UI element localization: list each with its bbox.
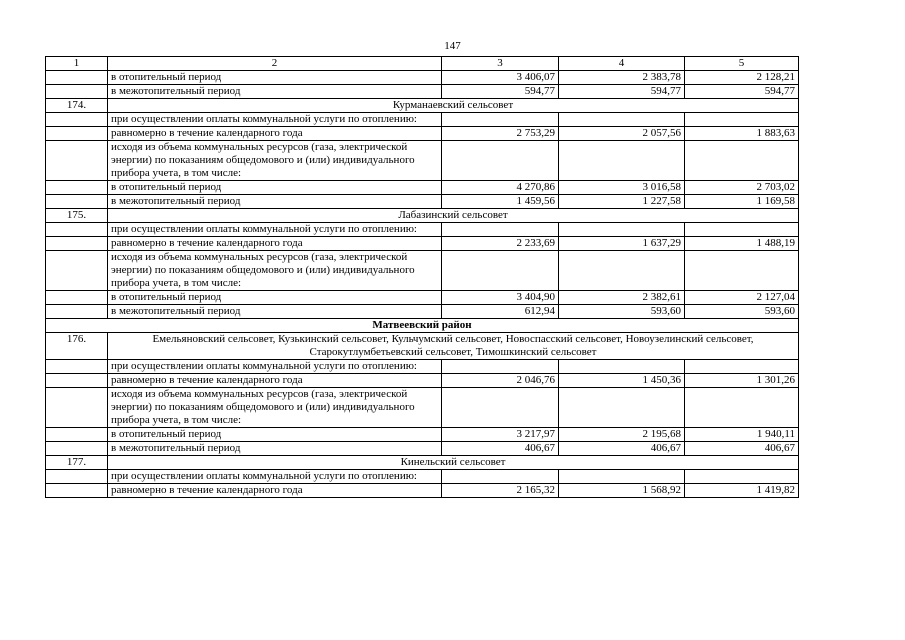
header-col-3: 3 (442, 57, 559, 71)
table-row (46, 484, 799, 498)
section-row (46, 456, 799, 470)
value-col-5 (685, 388, 799, 428)
row-label: в межотопительный период (108, 305, 442, 319)
value-col-3 (442, 470, 559, 484)
row-label: равномерно в течение календарного года (108, 374, 442, 388)
row-label: исходя из объема коммунальных ресурсов (газа, электрической энергии) по показаниям общедомового и (или) индивидуального прибора учета, в том числе: (108, 141, 442, 181)
value-col-4 (559, 470, 685, 484)
value-col-5: 2 703,02 (685, 181, 799, 195)
value-col-4: 406,67 (559, 442, 685, 456)
row-number (46, 71, 108, 85)
district-title: Матвеевский район (46, 319, 799, 333)
header-col-1: 1 (46, 57, 108, 71)
row-number (46, 374, 108, 388)
value-col-3 (442, 251, 559, 291)
row-label: при осуществлении оплаты коммунальной услуги по отоплению: (108, 223, 442, 237)
table-row (46, 195, 799, 209)
table-row (46, 442, 799, 456)
value-col-4 (559, 388, 685, 428)
table-row (46, 85, 799, 99)
row-label: в отопительный период (108, 428, 442, 442)
table-row (46, 181, 799, 195)
value-col-5 (685, 470, 799, 484)
table-row (46, 305, 799, 319)
row-label: в межотопительный период (108, 85, 442, 99)
value-col-3: 2 233,69 (442, 237, 559, 251)
table-row (46, 71, 799, 85)
value-col-5: 1 940,11 (685, 428, 799, 442)
value-col-3: 3 404,90 (442, 291, 559, 305)
section-number: 177. (46, 456, 108, 470)
section-row (46, 99, 799, 113)
value-col-4 (559, 251, 685, 291)
table-row (46, 141, 799, 181)
row-number (46, 127, 108, 141)
value-col-3: 406,67 (442, 442, 559, 456)
header-col-4: 4 (559, 57, 685, 71)
value-col-4 (559, 223, 685, 237)
value-col-3: 2 046,76 (442, 374, 559, 388)
value-col-5 (685, 223, 799, 237)
table-row (46, 251, 799, 291)
table-row (46, 470, 799, 484)
table-row (46, 237, 799, 251)
value-col-3 (442, 113, 559, 127)
value-col-4: 3 016,58 (559, 181, 685, 195)
table-row (46, 223, 799, 237)
section-number: 176. (46, 333, 108, 360)
section-number: 175. (46, 209, 108, 223)
value-col-3: 1 459,56 (442, 195, 559, 209)
table-row (46, 428, 799, 442)
value-col-3: 4 270,86 (442, 181, 559, 195)
row-label: равномерно в течение календарного года (108, 484, 442, 498)
value-col-4: 1 450,36 (559, 374, 685, 388)
value-col-4: 1 637,29 (559, 237, 685, 251)
value-col-4 (559, 113, 685, 127)
section-title: Лабазинский сельсовет (108, 209, 799, 223)
row-number (46, 484, 108, 498)
value-col-5: 2 128,21 (685, 71, 799, 85)
table-body (46, 71, 799, 498)
row-label: в отопительный период (108, 71, 442, 85)
row-number (46, 223, 108, 237)
value-col-3: 3 217,97 (442, 428, 559, 442)
value-col-3 (442, 223, 559, 237)
row-label: при осуществлении оплаты коммунальной услуги по отоплению: (108, 360, 442, 374)
value-col-3: 2 165,32 (442, 484, 559, 498)
tariff-table (45, 56, 799, 498)
row-number (46, 305, 108, 319)
value-col-3 (442, 388, 559, 428)
value-col-5: 593,60 (685, 305, 799, 319)
value-col-5: 1 169,58 (685, 195, 799, 209)
section-title: Емельяновский сельсовет, Кузькинский сельсовет, Кульчумский сельсовет, Новоспасский сельсовет, Новоузелинский сельсовет, Старокутлумбетьевский сельсовет, Тимошкинский сельсовет (108, 333, 799, 360)
row-number (46, 388, 108, 428)
row-number (46, 195, 108, 209)
value-col-3: 594,77 (442, 85, 559, 99)
table-row (46, 388, 799, 428)
row-number (46, 291, 108, 305)
value-col-4: 1 568,92 (559, 484, 685, 498)
value-col-5 (685, 251, 799, 291)
value-col-3: 3 406,07 (442, 71, 559, 85)
value-col-5: 2 127,04 (685, 291, 799, 305)
table-row (46, 113, 799, 127)
value-col-4: 593,60 (559, 305, 685, 319)
section-row (46, 209, 799, 223)
row-label: равномерно в течение календарного года (108, 237, 442, 251)
row-number (46, 181, 108, 195)
value-col-3 (442, 360, 559, 374)
row-label: исходя из объема коммунальных ресурсов (газа, электрической энергии) по показаниям общедомового и (или) индивидуального прибора учета, в том числе: (108, 388, 442, 428)
value-col-4: 2 057,56 (559, 127, 685, 141)
section-title: Кинельский сельсовет (108, 456, 799, 470)
row-number (46, 85, 108, 99)
value-col-5 (685, 113, 799, 127)
row-label: равномерно в течение календарного года (108, 127, 442, 141)
section-title: Курманаевский сельсовет (108, 99, 799, 113)
table-row (46, 127, 799, 141)
row-number (46, 237, 108, 251)
value-col-5: 1 883,63 (685, 127, 799, 141)
table-row (46, 291, 799, 305)
row-label: при осуществлении оплаты коммунальной услуги по отоплению: (108, 113, 442, 127)
row-label: при осуществлении оплаты коммунальной услуги по отоплению: (108, 470, 442, 484)
value-col-3: 612,94 (442, 305, 559, 319)
value-col-4 (559, 141, 685, 181)
row-number (46, 141, 108, 181)
row-number (46, 251, 108, 291)
row-number (46, 442, 108, 456)
row-label: в межотопительный период (108, 442, 442, 456)
row-label: исходя из объема коммунальных ресурсов (газа, электрической энергии) по показаниям общедомового и (или) индивидуального прибора учета, в том числе: (108, 251, 442, 291)
table-row (46, 374, 799, 388)
value-col-4: 594,77 (559, 85, 685, 99)
page-number: 147 (444, 40, 461, 52)
row-number (46, 470, 108, 484)
value-col-5: 594,77 (685, 85, 799, 99)
row-number (46, 360, 108, 374)
value-col-5: 1 301,26 (685, 374, 799, 388)
row-label: в отопительный период (108, 291, 442, 305)
value-col-4: 2 382,61 (559, 291, 685, 305)
header-col-5: 5 (685, 57, 799, 71)
value-col-4 (559, 360, 685, 374)
value-col-4: 2 195,68 (559, 428, 685, 442)
district-row (46, 319, 799, 333)
section-number: 174. (46, 99, 108, 113)
section-row (46, 333, 799, 360)
header-col-2: 2 (108, 57, 442, 71)
row-label: в межотопительный период (108, 195, 442, 209)
value-col-3: 2 753,29 (442, 127, 559, 141)
row-number (46, 113, 108, 127)
value-col-5: 1 488,19 (685, 237, 799, 251)
value-col-5: 406,67 (685, 442, 799, 456)
value-col-5: 1 419,82 (685, 484, 799, 498)
value-col-4: 1 227,58 (559, 195, 685, 209)
row-number (46, 428, 108, 442)
value-col-5 (685, 141, 799, 181)
header-row (46, 57, 799, 71)
value-col-3 (442, 141, 559, 181)
row-label: в отопительный период (108, 181, 442, 195)
table-row (46, 360, 799, 374)
value-col-4: 2 383,78 (559, 71, 685, 85)
value-col-5 (685, 360, 799, 374)
